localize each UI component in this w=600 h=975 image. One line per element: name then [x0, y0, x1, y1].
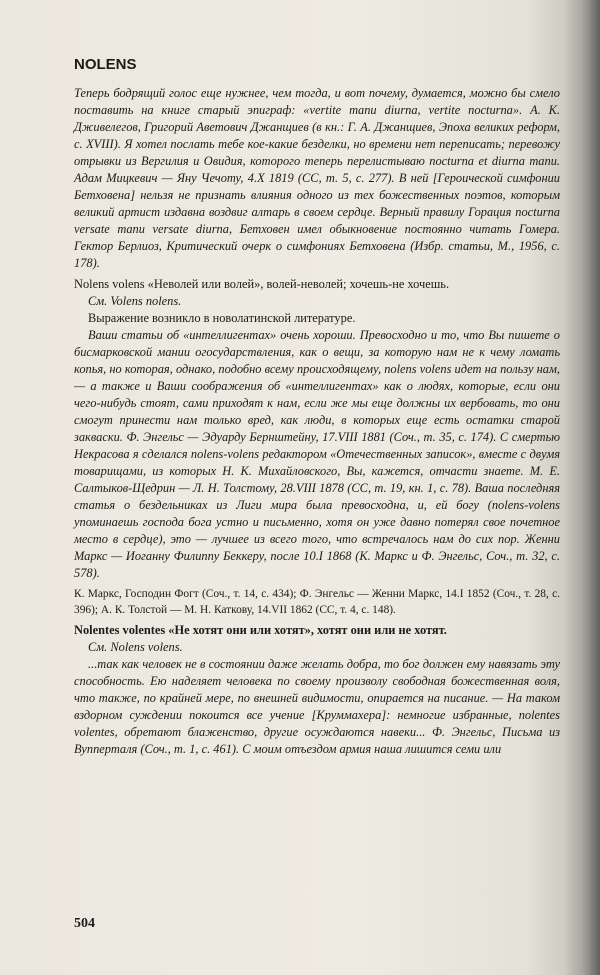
quote-paragraph-1: Теперь бодрящий голос еще нужнее, чем тогда, и вот почему, думается, можно бы смело поставить на книге старый эпиграф: «vertite manu diurna, vertite nocturna». А. К. Дживелегов, Григорий Аветович Джанщиев (в кн.: Г. А. Джанщиев, Эпоха великих реформ, с. XVIII). Я хотел послать тебе кое-какие безделки, но времени нет переписать; перевожу отрывки из Вергилия и Овидия, которого теперь перелистываю nocturna et diurna manu. Адам Мицкевич — Яну Чечоту, 4.X 1819 (СС, т. 5, с. 277). В ней [Героической симфонии Бетховена] нельзя не признать влияния одного из тех божественных поэтов, которым великий артист издавна воздвиг алтарь в своем сердце. Верный правилу Горация nocturna versate manu versate diurna, Бетховен имел обыкновение постоянно читать Гомера. Гектор Берлиоз, Критический очерк о симфониях Бетховена (Избр. статьи, М., 1956, с. 178).: [74, 86, 560, 270]
book-spine-shadow: [582, 0, 600, 975]
cross-reference-1: См. Volens nolens.: [88, 294, 182, 308]
quote-paragraph-2: Ваши статьи об «интеллигентах» очень хороши. Превосходно и то, что Вы пишете о бисмарковской мании огосударствления, как о вещи, за которую нам не к чему ломать копья, но которая, однако, подобно всему происходящему, nolens volens идет на пользу нам, — а также и Ваши соображения об «интеллигентах» как о людях, которые, если они чего-нибудь стоят, сами приходят к нам, если же мы еще должны их вербовать, то они смогут принести нам только вред, как люди, в которых еще есть остатки старой закваски. Ф. Энгельс — Эдуарду Бернштейну, 17.VIII 1881 (Соч., т. 35, с. 174). С смертью Некрасова я сделался nolens-volens редактором «Отечественных записок», вместе с двумя товарищами, из которых Н. К. Михайловского, Вы, кажется, отчасти знаете. М. Е. Салтыков-Щедрин — Л. Н. Толстому, 28.VIII 1878 (СС, т. 19, кн. 1, с. 78). Ваша последняя статья о бездельниках из Лиги мира была превосходна, и, ей богу (nolens-volens упоминаешь господа бога устно и письменно, хотя он уже давно потерял свое почетное место в сердце), это — лучшее из всего того, что встречалось нам до сих пор. Женни Маркс — Иоганну Филиппу Беккеру, после 10.I 1868 (К. Маркс и Ф. Энгельс, Соч., т. 32, с. 578).: [74, 328, 560, 580]
origin-note: Выражение возникло в новолатинской литературе.: [88, 311, 356, 325]
references-list: К. Маркс, Господин Фогт (Соч., т. 14, с. 434); Ф. Энгельс — Женни Маркс, 14.I 1852 (Соч., т. 28, с. 396); А. К. Толстой — М. Н. Каткову, 14.VII 1862 (СС, т. 4, с. 148).: [74, 588, 560, 616]
quote-paragraph-3: ...так как человек не в состоянии даже желать добра, то бог должен ему навязать эту способность. Ею наделяет человека по своему произволу свободная божественная воля, что также, по крайней мере, по внешней видимости, опирается на писание. — На таком вздорном суждении покоится все учение [Круммахера]: немногие избранные, nolentes volentes, обретают блаженство, другие осуждаются навеки... Ф. Энгельс, Письма из Вупперталя (Соч., т. 1, с. 461). С моим отъездом армия наша лишится семи или: [74, 657, 560, 756]
cross-reference-2: См. Nolens volens.: [88, 640, 183, 654]
page-heading: NOLENS: [74, 56, 137, 73]
page-number: 504: [74, 916, 95, 931]
entry-nolentes-volentes: Nolentes volentes «Не хотят они или хотят», хотят они или не хотят.: [74, 623, 447, 637]
entry-nolens-volens: Nolens volens «Неволей или волей», волей-неволей; хочешь-не хочешь.: [74, 277, 450, 291]
